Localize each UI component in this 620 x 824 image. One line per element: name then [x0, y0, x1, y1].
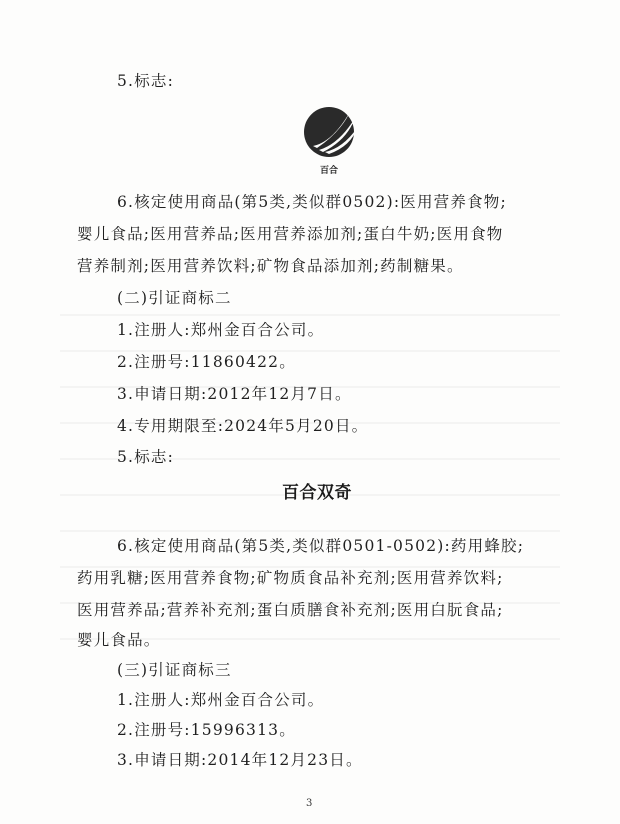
- trademark-logo-2: 百合双奇: [282, 483, 352, 503]
- line-14: 婴儿食品。: [77, 631, 161, 649]
- line-4: 营养制剂;医用营养饮料;矿物食品添加剂;药制糖果。: [77, 257, 464, 275]
- line-7: 2.注册号:11860422。: [117, 353, 296, 371]
- line-2: 6.核定使用商品(第5类,类似群0502):医用营养食物;: [117, 193, 507, 211]
- trademark-logo-1: [303, 102, 359, 176]
- line-11: 6.核定使用商品(第5类,类似群0501-0502):药用蜂胶;: [117, 537, 525, 555]
- line-1: 5.标志:: [117, 72, 175, 90]
- line-3: 婴儿食品;医用营养品;医用营养添加剂;蛋白牛奶;医用食物: [77, 225, 504, 243]
- line-6: 1.注册人:郑州金百合公司。: [117, 321, 325, 339]
- line-18: 3.申请日期:2014年12月23日。: [117, 751, 363, 769]
- section-heading-3: (三)引证商标三: [117, 661, 232, 679]
- logo-1-text: 百合: [319, 166, 339, 176]
- line-16: 1.注册人:郑州金百合公司。: [117, 691, 325, 709]
- line-12: 药用乳糖;医用营养食物;矿物质食品补充剂;医用营养饮料;: [77, 569, 504, 587]
- line-17: 2.注册号:15996313。: [117, 721, 296, 739]
- section-heading-2: (二)引证商标二: [117, 289, 232, 307]
- line-8: 3.申请日期:2012年12月7日。: [117, 385, 352, 403]
- line-13: 医用营养品;营养补充剂;蛋白质膳食补充剂;医用白朊食品;: [77, 601, 504, 619]
- page-number: 3: [306, 798, 313, 809]
- line-9: 4.专用期限至:2024年5月20日。: [117, 417, 369, 435]
- line-10: 5.标志:: [117, 448, 175, 466]
